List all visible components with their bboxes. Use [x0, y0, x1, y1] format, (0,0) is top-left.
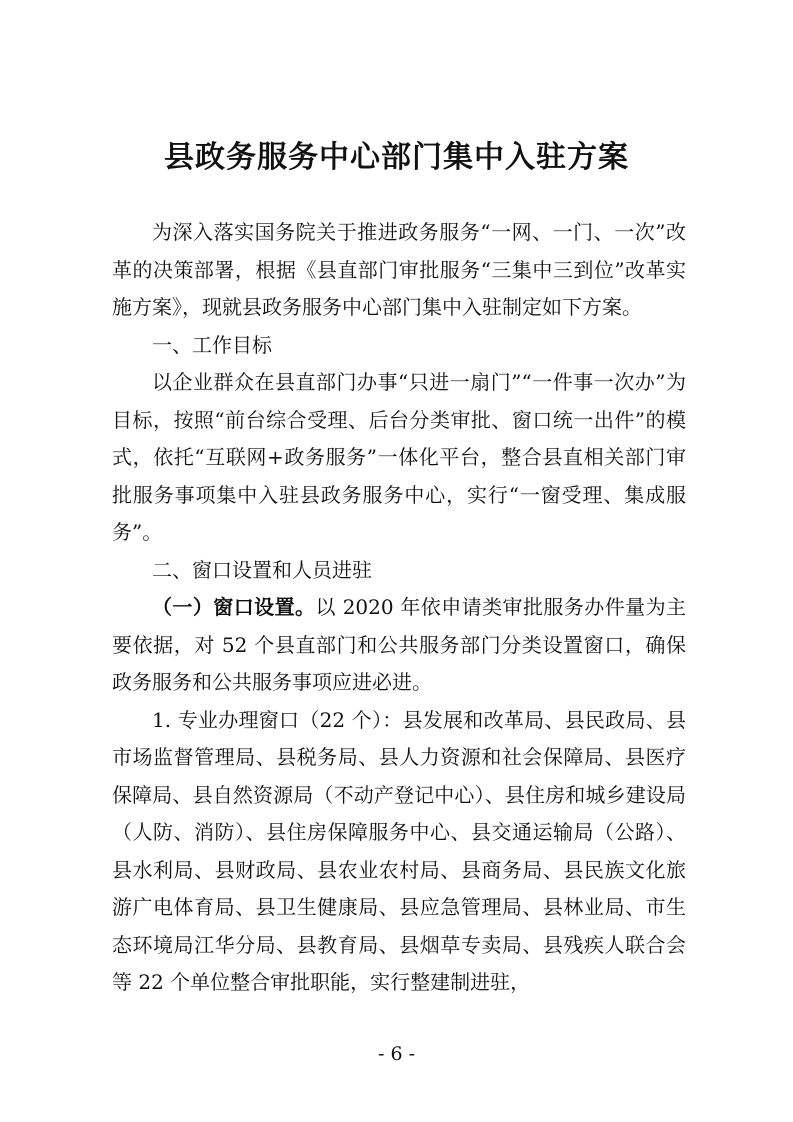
- document-title: 县政务服务中心部门集中入驻方案: [164, 140, 629, 175]
- document-body: [112, 214, 686, 1002]
- work-goals-paragraph: 以企业群众在县直部门办事“只进一扇门”“一件事一次办”为目标，按照“前台综合受理、后台分类审批、窗口统一出件”的模式，依托“互联网+政务服务”一体化平台，整合县直相关部门审批服务事项集中入驻县政务服务中心，实行“一窗受理、集成服务”。: [112, 370, 686, 544]
- window-setup-paragraph: [112, 589, 686, 702]
- sub-heading-window-setup: （一）窗口设置。: [152, 595, 316, 619]
- intro-paragraph: 为深入落实国务院关于推进政务服务“一网、一门、一次”改革的决策部署，根据《县直部门审批服务“三集中三到位”改革实施方案》，现就县政务服务中心部门集中入驻制定如下方案。: [112, 220, 686, 319]
- window-setup-text: 以 2020 年依申请类审批服务办件量为主要依据，对 52 个县直部门和公共服务部门分类设置窗口，确保政务服务和公共服务事项应进必进。: [112, 595, 686, 694]
- section-heading-window-setup: 二、窗口设置和人员进驻: [152, 557, 372, 582]
- page-number: - 6 -: [377, 1043, 415, 1065]
- section-heading-work-goals: 一、工作目标: [152, 332, 272, 357]
- professional-window-paragraph: 1. 专业办理窗口（22 个）：县发展和改革局、县民政局、县市场监督管理局、县税务局、县人力资源和社会保障局、县医疗保障局、县自然资源局（不动产登记中心）、县住房和城乡建设局（人防、消防）、县住房保障服务中心、县交通运输局（公路）、县水利局、县财政局、县农业农村局、县商务局、县民族文化旅游广电体育局、县卫生健康局、县应急管理局、县林业局、市生态环境局江华分局、县教育局、县烟草专卖局、县残疾人联合会等 22 个单位整合审批职能，实行整建制进驻，: [112, 707, 686, 994]
